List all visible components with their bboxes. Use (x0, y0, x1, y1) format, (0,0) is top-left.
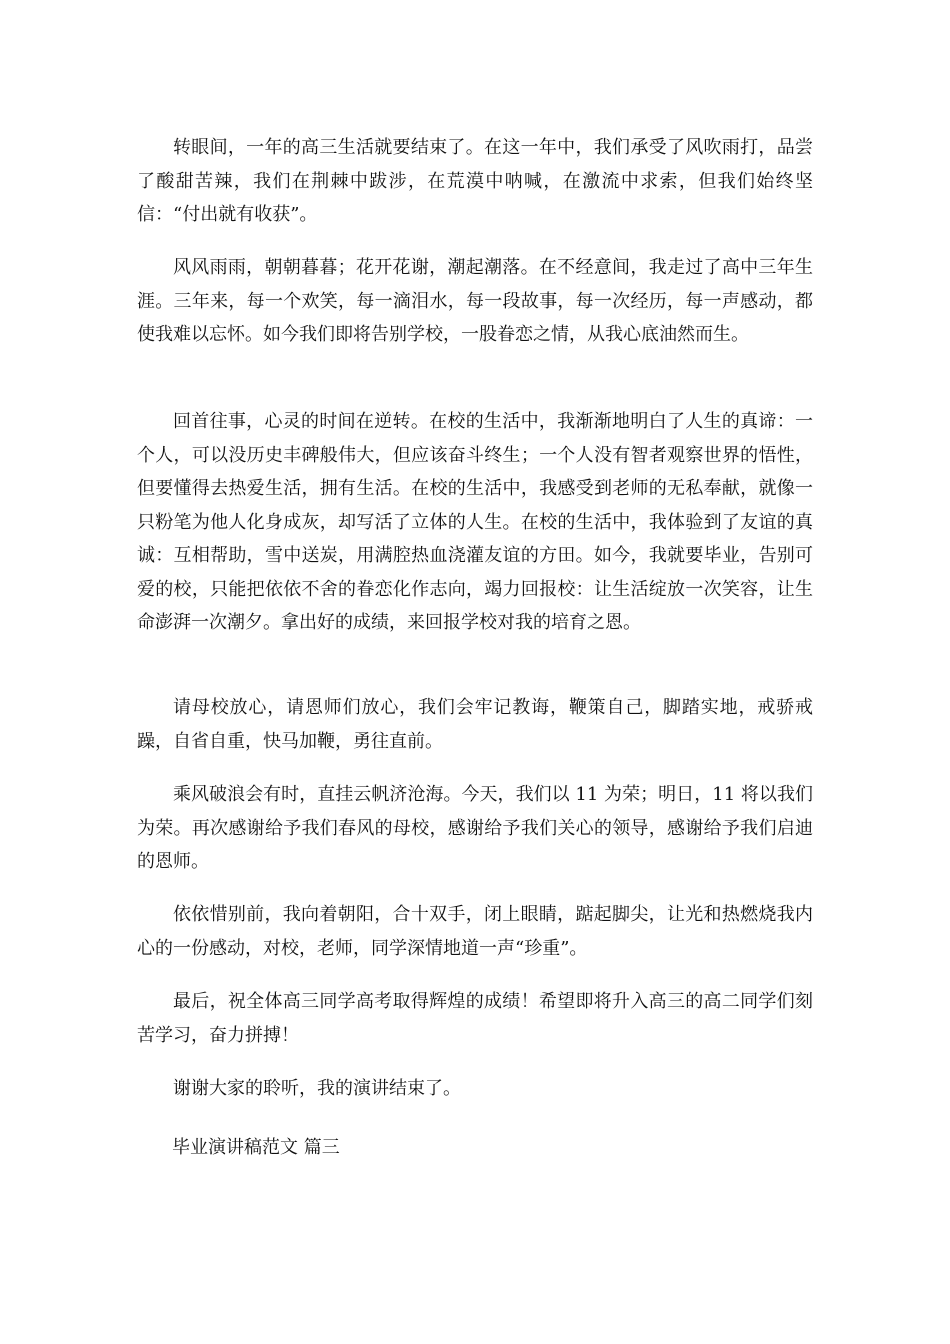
paragraph-1: 转眼间，一年的高三生活就要结束了。在这一年中，我们承受了风吹雨打，品尝了酸甜苦辣，我们在荆棘中跋涉，在荒漠中呐喊，在激流中求索，但我们始终坚信：“付出就有收获”。 (137, 137, 813, 225)
paragraph-4: 请母校放心，请恩师们放心，我们会牢记教诲，鞭策自己，脚踏实地，戒骄戒躁，自省自重，快马加鞭，勇往直前。 (137, 697, 813, 752)
paragraph-3: 回首往事，心灵的时间在逆转。在校的生活中，我渐渐地明白了人生的真谛：一个人，可以没历史丰碑般伟大，但应该奋斗终生；一个人没有智者观察世界的悟性，但要懂得去热爱生活，拥有生活。在校的生活中，我感受到老师的无私奉献，就像一只粉笔为他人化身成灰，却写活了立体的人生。在校的生活中，我体验到了友谊的真诚：互相帮助，雪中送炭，用满腔热血浇灌友谊的方田。如今，我就要毕业，告别可爱的校，只能把依依不舍的眷恋化作志向，竭力回报校：让生活绽放一次笑容，让生命澎湃一次潮夕。拿出好的成绩，来回报学校对我的培育之恩。 (137, 411, 813, 633)
section-heading: 毕业演讲稿范文 篇三 (172, 1137, 340, 1158)
paragraph-6: 依依惜别前，我向着朝阳，合十双手，闭上眼睛，踮起脚尖，让光和热燃烧我内心的一份感动，对校，老师，同学深情地道一声“珍重”。 (137, 904, 813, 959)
paragraph-8: 谢谢大家的聆听，我的演讲结束了。 (173, 1078, 461, 1099)
paragraph-5: 乘风破浪会有时，直挂云帆济沧海。今天，我们以 11 为荣；明日，11 将以我们为荣。再次感谢给予我们春风的母校，感谢给予我们关心的领导，感谢给予我们启迪的恩师。 (137, 784, 813, 872)
paragraph-7: 最后，祝全体高三同学高考取得辉煌的成绩！希望即将升入高三的高二同学们刻苦学习，奋力拼搏！ (137, 991, 813, 1046)
paragraph-2: 风风雨雨，朝朝暮暮；花开花谢，潮起潮落。在不经意间，我走过了高中三年生涯。三年来，每一个欢笑，每一滴泪水，每一段故事，每一次经历，每一声感动，都使我难以忘怀。如今我们即将告别学校，一股眷恋之情，从我心底油然而生。 (137, 257, 813, 345)
